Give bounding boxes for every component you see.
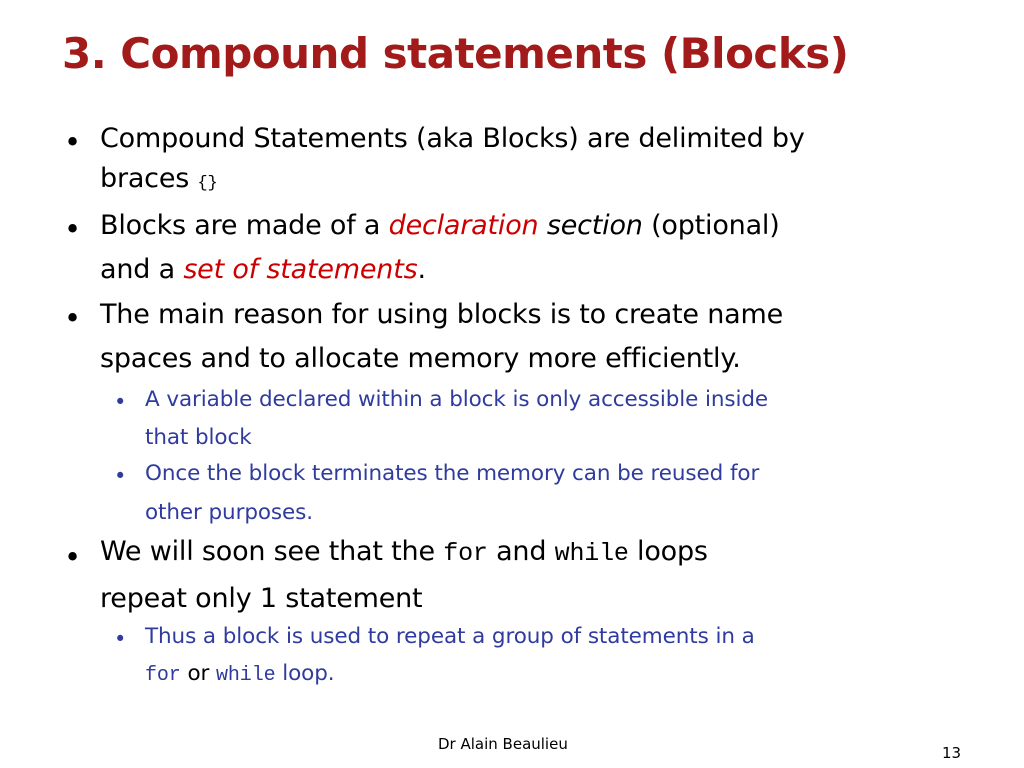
- sub-bullet-marker: •: [114, 464, 127, 488]
- sub-bullet-1-line-1: A variable declared within a block is only accessible inside: [145, 387, 769, 412]
- bullet-1-line-1: Compound Statements (aka Blocks) are delimited by: [100, 123, 805, 154]
- bullet-4-text-c: loops: [628, 536, 708, 567]
- sub-bullet-1-line-2: that block: [145, 425, 252, 450]
- while-keyword: while: [215, 664, 276, 687]
- set-of-statements-term: set of statements: [183, 254, 418, 285]
- sub-bullet-3-line-1: Thus a block is used to repeat a group of statements in a: [145, 624, 755, 649]
- sub-bullet-3-line-2: [145, 663, 335, 686]
- bullet-marker: •: [64, 540, 82, 574]
- bullet-3-line-1: The main reason for using blocks is to create name: [100, 299, 783, 330]
- bullet-2-text-e: .: [417, 254, 426, 285]
- bullet-2-text-b: [538, 210, 546, 241]
- sub-bullet-3-or: or: [180, 661, 216, 686]
- section-term: section: [546, 210, 643, 241]
- footer-author: Dr Alain Beaulieu: [438, 735, 568, 753]
- sub-bullet-marker: •: [114, 627, 127, 651]
- page-number: 13: [942, 744, 962, 762]
- bullet-4-line-2: repeat only 1 statement: [100, 583, 423, 614]
- bullet-4-text-b: and: [487, 536, 555, 567]
- slide-title: 3. Compound statements (Blocks): [62, 29, 849, 78]
- bullet-4-line-1: [100, 538, 708, 566]
- bullet-2-line-1: [100, 212, 780, 239]
- bullet-1-line-2: [100, 165, 218, 192]
- bullet-2-line-2: [100, 256, 426, 283]
- bullet-2-text-a: Blocks are made of a: [100, 210, 389, 241]
- bullet-marker: •: [64, 301, 82, 335]
- bullet-marker: •: [64, 125, 82, 159]
- for-keyword: for: [443, 539, 488, 568]
- braces-code: {}: [197, 174, 218, 193]
- for-keyword: for: [145, 664, 181, 687]
- declaration-term: declaration: [388, 210, 539, 241]
- bullet-1-text: braces: [100, 163, 198, 194]
- bullet-2-text-c: (optional): [642, 210, 780, 241]
- while-keyword: while: [554, 539, 629, 568]
- bullet-2-text-d: and a: [100, 254, 184, 285]
- sub-bullet-marker: •: [114, 390, 127, 414]
- bullet-4-text-a: We will soon see that the: [100, 536, 444, 567]
- bullet-marker: •: [64, 212, 82, 246]
- bullet-3-line-2: spaces and to allocate memory more efficiently.: [100, 343, 741, 374]
- sub-bullet-3-loop: loop.: [275, 661, 335, 686]
- sub-bullet-2-line-2: other purposes.: [145, 500, 313, 525]
- sub-bullet-2-line-1: Once the block terminates the memory can be reused for: [145, 461, 760, 486]
